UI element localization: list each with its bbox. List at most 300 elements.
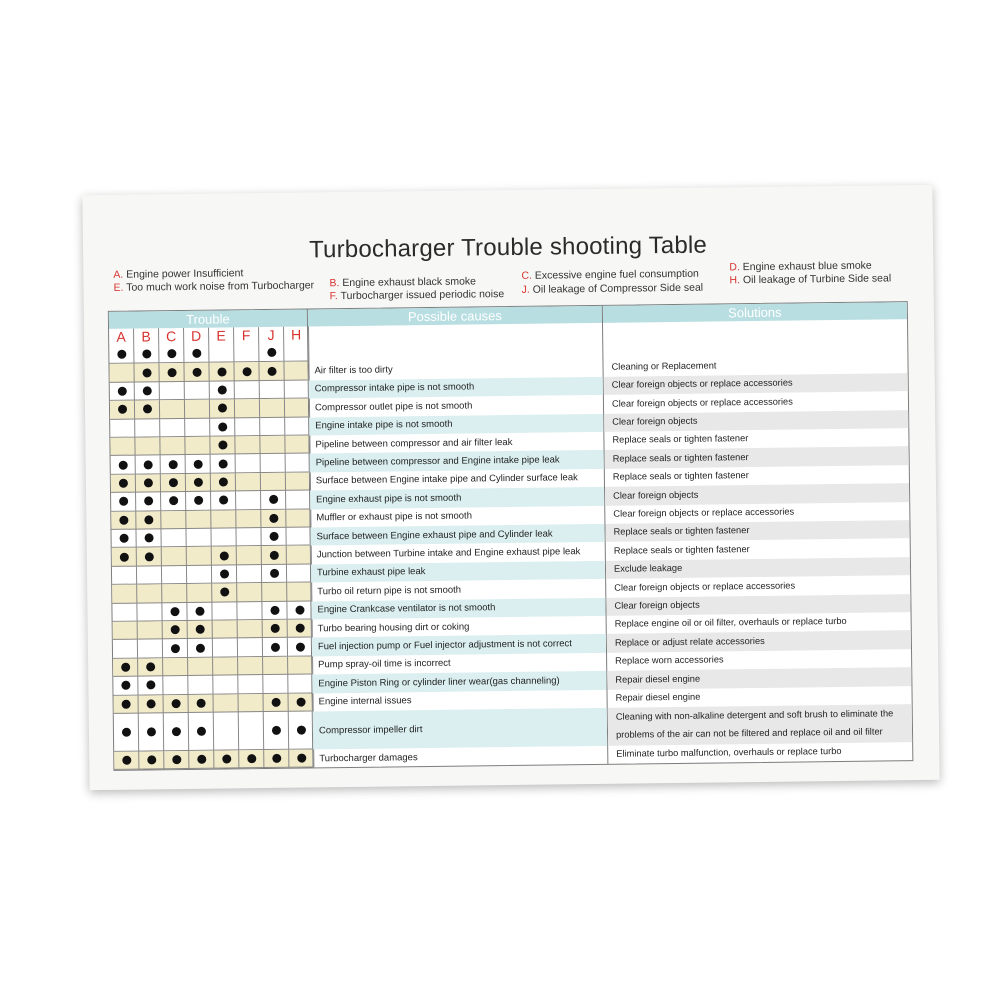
solution-cell: Repair diesel engine	[615, 691, 701, 703]
symptom-dot	[172, 755, 181, 764]
trouble-cell-a	[111, 511, 136, 530]
trouble-cell-a	[111, 456, 136, 475]
symptom-dot	[296, 642, 305, 651]
trouble-cell-f	[238, 638, 263, 657]
trouble-cell-f	[238, 620, 263, 639]
solution-cell: Clear foreign objects or replace accessories	[613, 506, 795, 519]
trouble-cell-c	[160, 400, 185, 419]
solution-cell: Repair diesel engine	[607, 667, 911, 689]
trouble-cell-j	[262, 583, 287, 602]
trouble-cell-f	[239, 712, 264, 750]
symptom-dot	[167, 349, 176, 358]
troubleshooting-sheet	[82, 185, 939, 790]
trouble-cell-f	[237, 546, 262, 565]
trouble-cell-d	[188, 676, 213, 695]
symptom-dot	[119, 479, 128, 488]
solution-cell: Replace seals or tighten fastener	[605, 447, 909, 469]
trouble-cell-f	[239, 694, 264, 713]
solution-cell: Clear foreign objects	[605, 483, 909, 505]
symptom-dot	[144, 497, 153, 506]
symptom-dot	[295, 605, 304, 614]
symptom-dot	[147, 727, 156, 736]
trouble-cell-a	[110, 438, 135, 457]
trouble-cell-e	[211, 455, 236, 474]
trouble-cell-e	[213, 676, 238, 695]
symptom-dot	[297, 754, 306, 763]
trouble-cell-c	[161, 455, 186, 474]
column-letter-b: B	[134, 328, 159, 345]
symptom-dot	[169, 478, 178, 487]
symptom-dot	[269, 514, 278, 523]
trouble-cell-j	[262, 601, 287, 620]
trouble-cell-f	[235, 399, 260, 418]
symptom-dot	[218, 422, 227, 431]
trouble-cell-j	[263, 675, 288, 694]
legend-item-c: C. Excessive engine fuel consumption	[521, 267, 699, 282]
symptom-dot	[218, 385, 227, 394]
trouble-cell-c	[161, 474, 186, 493]
trouble-cell-e	[211, 528, 236, 547]
trouble-cell-f	[239, 750, 264, 769]
trouble-cell-f	[234, 344, 259, 363]
symptom-dot	[271, 642, 280, 651]
symptom-dot	[169, 496, 178, 505]
trouble-cell-a	[109, 364, 134, 383]
trouble-cell-b	[139, 713, 164, 751]
legend-item-b: B. Engine exhaust black smoke	[329, 275, 477, 290]
symptom-dot	[192, 349, 201, 358]
trouble-cell-a	[112, 603, 137, 622]
symptom-dot	[170, 607, 179, 616]
symptom-dot	[220, 569, 229, 578]
trouble-cell-a	[114, 714, 139, 752]
trouble-header: Trouble	[109, 309, 307, 328]
trouble-cell-d	[186, 510, 211, 529]
cause-cell: Engine internal issues	[318, 695, 412, 708]
cause-cell: Compressor impeller dirt	[313, 708, 607, 750]
trouble-cell-b	[137, 603, 162, 622]
trouble-cell-h	[286, 527, 311, 546]
causes-header: Possible causes	[308, 306, 602, 327]
trouble-cell-j	[263, 638, 288, 657]
symptom-dot	[247, 754, 256, 763]
trouble-cell-b	[139, 695, 164, 714]
trouble-cell-d	[186, 455, 211, 474]
trouble-cell-j	[260, 417, 285, 436]
trouble-cell-b	[138, 676, 163, 695]
symptom-dot	[220, 588, 229, 597]
trouble-cell-d	[187, 584, 212, 603]
cause-cell: Junction between Turbine intake and Engine exhaust pipe leak	[316, 546, 581, 561]
trouble-cell-h	[287, 601, 312, 620]
trouble-cell-h	[287, 583, 312, 602]
trouble-cell-j	[260, 399, 285, 418]
trouble-cell-e	[212, 565, 237, 584]
trouble-cell-e	[211, 473, 236, 492]
trouble-cell-d	[187, 602, 212, 621]
trouble-cell-d	[186, 473, 211, 492]
trouble-cell-b	[137, 548, 162, 567]
trouble-cell-b	[136, 529, 161, 548]
trouble-cell-f	[236, 528, 261, 547]
trouble-cell-h	[286, 454, 311, 473]
trouble-cell-f	[237, 583, 262, 602]
solution-cell: Replace seals or tighten fastener	[613, 543, 750, 556]
trouble-cell-c	[164, 751, 189, 770]
trouble-cell-d	[187, 565, 212, 584]
trouble-cell-e	[210, 436, 235, 455]
solution-cell: Clear foreign objects	[604, 410, 908, 432]
cause-cell: Pump spray-oil time is incorrect	[318, 658, 451, 671]
symptom-dot	[271, 624, 280, 633]
trouble-cell-c	[161, 492, 186, 511]
trouble-cell-b	[135, 437, 160, 456]
symptom-dot	[171, 644, 180, 653]
cause-cell: Fuel injection pump or Fuel injector adjustment is not correct	[312, 634, 606, 656]
trouble-cell-d	[186, 529, 211, 548]
symptom-dot	[146, 681, 155, 690]
trouble-cell-h	[287, 564, 312, 583]
trouble-cell-f	[235, 381, 260, 400]
trouble-cell-a	[113, 658, 138, 677]
trouble-cell-h	[285, 380, 310, 399]
trouble-cell-a	[111, 530, 136, 549]
symptom-dot	[143, 405, 152, 414]
symptom-dot	[272, 698, 281, 707]
symptom-dot	[219, 459, 228, 468]
cause-cell: Turbo bearing housing dirt or coking	[317, 621, 470, 635]
symptom-dot	[269, 495, 278, 504]
symptom-dot	[147, 699, 156, 708]
symptom-dot	[270, 569, 279, 578]
trouble-cell-e	[210, 400, 235, 419]
trouble-cell-e	[213, 620, 238, 639]
trouble-cell-h	[289, 749, 314, 768]
trouble-cell-h	[288, 619, 313, 638]
trouble-cell-h	[288, 656, 313, 675]
trouble-cell-a	[111, 474, 136, 493]
solution-cell: Cleaning with non-alkaline detergent and soft brush to eliminate the problems of the air can not be filtered and replace oil and oil filter	[608, 704, 912, 746]
symptom-dot	[196, 625, 205, 634]
legend-item-d: D. Engine exhaust blue smoke	[729, 259, 872, 274]
trouble-cell-f	[237, 565, 262, 584]
symptom-dot	[193, 367, 202, 376]
trouble-cell-d	[188, 657, 213, 676]
trouble-cell-b	[136, 474, 161, 493]
solution-cell: Replace seals or tighten fastener	[612, 470, 749, 482]
trouble-cell-b	[136, 511, 161, 530]
symptom-dot	[120, 534, 129, 543]
trouble-cell-e	[213, 657, 238, 676]
trouble-cell-d	[188, 639, 213, 658]
trouble-cell-f	[236, 510, 261, 529]
solution-cell: Replace seals or tighten fastener	[612, 433, 749, 446]
trouble-cell-a	[114, 752, 139, 771]
trouble-cell-f	[236, 473, 261, 492]
symptom-dot	[197, 755, 206, 764]
trouble-cell-h	[286, 509, 311, 528]
trouble-cell-f	[238, 657, 263, 676]
symptom-dot	[120, 552, 129, 561]
symptom-dot	[145, 534, 154, 543]
trouble-cell-c	[160, 382, 185, 401]
solution-cell: Replace worn accessories	[615, 654, 724, 666]
cause-cell: Engine Crankcase ventilator is not smooth	[311, 597, 605, 619]
trouble-cell-b	[134, 364, 159, 383]
symptom-dot	[144, 460, 153, 469]
trouble-cell-a	[111, 493, 136, 512]
symptom-dot	[146, 662, 155, 671]
trouble-cell-e	[211, 492, 236, 511]
trouble-cell-b	[138, 640, 163, 659]
trouble-cell-d	[185, 418, 210, 437]
symptom-dot	[222, 755, 231, 764]
symptom-dot	[172, 727, 181, 736]
cause-cell: Turbine exhaust pipe leak	[311, 561, 605, 583]
trouble-cell-d	[185, 400, 210, 419]
trouble-cell-j	[259, 344, 284, 363]
symptom-dot	[272, 726, 281, 735]
trouble-cell-j	[262, 546, 287, 565]
symptom-dot	[218, 404, 227, 413]
trouble-cell-a	[112, 566, 137, 585]
trouble-cell-e	[212, 584, 237, 603]
symptom-dot	[171, 625, 180, 634]
trouble-cell-e	[210, 418, 235, 437]
trouble-cell-c	[163, 639, 188, 658]
trouble-cell-h	[288, 693, 313, 712]
cause-cell: Compressor intake pipe is not smooth	[309, 377, 603, 399]
trouble-cell-j	[261, 491, 286, 510]
trouble-cell-h	[284, 362, 309, 381]
trouble-cell-e	[209, 363, 234, 382]
symptom-dot	[119, 515, 128, 524]
trouble-cell-c	[160, 419, 185, 438]
symptom-dot	[219, 477, 228, 486]
trouble-cell-a	[112, 585, 137, 604]
solution-cell: Eliminate turbo malfunction, overhauls or replace turbo	[616, 746, 842, 760]
symptom-dot	[218, 367, 227, 376]
symptom-dot	[118, 387, 127, 396]
trouble-cell-a	[110, 401, 135, 420]
trouble-cell-a	[113, 640, 138, 659]
trouble-cell-c	[163, 658, 188, 677]
solution-cell: Clear foreign objects	[606, 594, 910, 616]
solution-cell: Replace seals or tighten fastener	[605, 520, 909, 542]
legend-item-h: H. Oil leakage of Turbine Side seal	[729, 272, 892, 287]
trouble-cell-e	[214, 750, 239, 769]
trouble-cell-c	[163, 676, 188, 695]
symptom-dot	[169, 460, 178, 469]
trouble-cell-d	[189, 694, 214, 713]
trouble-cell-j	[260, 381, 285, 400]
trouble-cell-f	[238, 675, 263, 694]
symptom-dot	[270, 532, 279, 541]
symptom-dot	[143, 368, 152, 377]
trouble-cell-d	[186, 492, 211, 511]
trouble-cell-f	[234, 362, 259, 381]
legend-item-f: F. Turbocharger issued periodic noise	[329, 288, 505, 303]
symptom-dot	[267, 348, 276, 357]
symptom-dot	[144, 478, 153, 487]
cause-cell: Surface between Engine exhaust pipe and Cylinder leak	[310, 524, 604, 546]
symptom-dot	[122, 728, 131, 737]
trouble-cell-b	[135, 382, 160, 401]
trouble-cell-e	[211, 510, 236, 529]
trouble-cell-j	[261, 528, 286, 547]
solution-cell: Replace engine oil or oil filter, overhauls or replace turbo	[614, 616, 847, 630]
trouble-cell-j	[262, 565, 287, 584]
solution-cell: Clear foreign objects or replace accessories	[604, 373, 908, 395]
trouble-cell-b	[136, 492, 161, 511]
troubleshooting-table	[108, 301, 914, 771]
symptom-dot	[270, 550, 279, 559]
trouble-cell-e	[210, 381, 235, 400]
solution-cell: Clear foreign objects or replace accessories	[614, 580, 796, 593]
trouble-cell-a	[114, 695, 139, 714]
trouble-cell-a	[113, 622, 138, 641]
trouble-cell-f	[237, 602, 262, 621]
column-letter-f: F	[234, 327, 259, 344]
cause-cell: Muffler or exhaust pipe is not smooth	[316, 510, 473, 524]
trouble-cell-a	[113, 677, 138, 696]
symptom-dot	[147, 756, 156, 765]
trouble-cell-c	[162, 584, 187, 603]
trouble-cell-e	[212, 602, 237, 621]
cause-cell: Air filter is too dirty	[314, 364, 393, 377]
trouble-cell-h	[287, 546, 312, 565]
symptom-dot	[194, 496, 203, 505]
trouble-cell-c	[161, 511, 186, 530]
column-letter-e: E	[209, 327, 234, 344]
trouble-cell-c	[162, 547, 187, 566]
symptom-dot	[143, 386, 152, 395]
trouble-cell-j	[261, 473, 286, 492]
symptom-dot	[297, 726, 306, 735]
trouble-cell-h	[285, 435, 310, 454]
trouble-cell-h	[286, 472, 311, 491]
cause-cell: Engine exhaust pipe is not smooth	[310, 487, 604, 509]
symptom-dot	[172, 699, 181, 708]
symptom-dot	[121, 663, 130, 672]
column-letter-a: A	[109, 329, 134, 346]
symptom-dot	[270, 606, 279, 615]
trouble-cell-f	[236, 491, 261, 510]
symptom-dot	[168, 368, 177, 377]
legend-item-j: J. Oil leakage of Compressor Side seal	[521, 281, 704, 296]
trouble-cell-j	[261, 454, 286, 473]
trouble-cell-d	[189, 713, 214, 751]
column-letter-d: D	[184, 328, 209, 345]
symptom-dot	[117, 350, 126, 359]
trouble-cell-c	[161, 529, 186, 548]
trouble-cell-j	[260, 436, 285, 455]
cause-cell: Compressor outlet pipe is not smooth	[314, 400, 473, 414]
trouble-cell-f	[235, 436, 260, 455]
trouble-cell-j	[263, 693, 288, 712]
cause-cell: Turbocharger damages	[319, 751, 418, 765]
cause-cell: Surface between Engine intake pipe and Cylinder surface leak	[315, 472, 578, 487]
solutions-header: Solutions	[603, 302, 907, 323]
trouble-cell-h	[288, 638, 313, 657]
trouble-cell-b	[134, 345, 159, 364]
symptom-dot	[268, 366, 277, 375]
trouble-cell-f	[235, 418, 260, 437]
symptom-dot	[243, 367, 252, 376]
symptom-dot	[197, 727, 206, 736]
solution-cell: Cleaning or Replacement	[611, 360, 717, 372]
trouble-cell-h	[289, 711, 314, 749]
symptom-dot	[220, 551, 229, 560]
solution-cell: Exclude leakage	[606, 557, 910, 579]
column-letter-h: H	[284, 326, 309, 343]
symptom-dot	[122, 756, 131, 765]
symptom-dot	[144, 515, 153, 524]
trouble-cell-b	[136, 456, 161, 475]
trouble-cell-d	[184, 345, 209, 364]
trouble-cell-h	[284, 343, 309, 362]
symptom-dot	[219, 496, 228, 505]
trouble-cell-b	[138, 658, 163, 677]
trouble-cell-c	[162, 603, 187, 622]
trouble-cell-j	[259, 362, 284, 381]
cause-cell: Pipeline between compressor and Engine intake pipe leak	[310, 450, 604, 472]
trouble-cell-d	[188, 621, 213, 640]
trouble-cell-j	[261, 509, 286, 528]
symptom-dot	[272, 754, 281, 763]
column-letter-j: J	[259, 327, 284, 344]
trouble-cell-d	[189, 751, 214, 770]
trouble-cell-h	[285, 399, 310, 418]
trouble-cell-e	[214, 694, 239, 713]
trouble-cell-b	[139, 751, 164, 770]
trouble-cell-b	[135, 400, 160, 419]
trouble-cell-c	[159, 363, 184, 382]
trouble-cell-j	[263, 657, 288, 676]
trouble-cell-j	[264, 712, 289, 750]
solution-cell: Clear foreign objects or replace accessories	[611, 396, 793, 409]
trouble-cell-c	[160, 437, 185, 456]
trouble-cell-j	[264, 750, 289, 769]
trouble-cell-h	[285, 417, 310, 436]
symptom-dot	[118, 405, 127, 414]
trouble-cell-e	[209, 344, 234, 363]
symptom-dot	[218, 441, 227, 450]
trouble-cell-a	[110, 419, 135, 438]
symptom-dot	[195, 607, 204, 616]
trouble-cell-c	[164, 695, 189, 714]
legend	[109, 259, 909, 309]
trouble-cell-h	[286, 491, 311, 510]
cause-cell: Engine Piston Ring or cylinder liner wear(gas channeling)	[312, 671, 606, 693]
trouble-cell-a	[112, 548, 137, 567]
trouble-cell-e	[214, 712, 239, 750]
trouble-cell-a	[109, 346, 134, 365]
trouble-cell-e	[212, 547, 237, 566]
trouble-cell-d	[185, 381, 210, 400]
solution-cell: Replace or adjust relate accessories	[607, 631, 911, 653]
symptom-dot	[297, 697, 306, 706]
symptom-dot	[119, 497, 128, 506]
trouble-cell-d	[185, 437, 210, 456]
symptom-dot	[296, 624, 305, 633]
symptom-dot	[194, 459, 203, 468]
trouble-cell-h	[288, 675, 313, 694]
trouble-cell-c	[163, 621, 188, 640]
column-letter-c: C	[159, 328, 184, 345]
symptom-dot	[194, 478, 203, 487]
legend-item-e: E. Too much work noise from Turbocharger	[113, 279, 315, 294]
